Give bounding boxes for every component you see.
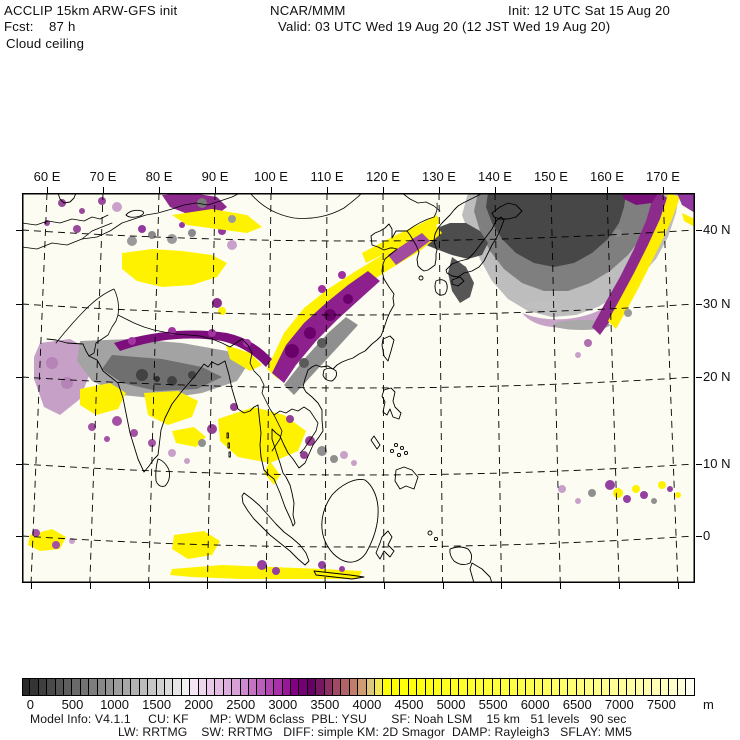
axis-tick [149, 583, 150, 589]
colorbar-tick-label: 500 [61, 697, 84, 712]
axis-tick [696, 536, 702, 537]
field-title: Cloud ceiling [6, 36, 85, 51]
colorbar-tick-label: 4000 [352, 697, 382, 712]
axis-tick [501, 583, 502, 589]
map-panel [22, 193, 695, 583]
lon-label: 70 E [89, 169, 117, 184]
axis-tick [325, 583, 326, 589]
colorbar-tick-label: 7000 [604, 697, 634, 712]
axis-tick [266, 583, 267, 589]
model-info-line2: LW: RRTMG SW: RRTMG DIFF: simple KM: 2D Smagor DAMP: Rayleigh3 SFLAY: MM5 [118, 725, 632, 739]
model-title: ACCLIP 15km ARW-GFS init [4, 3, 178, 18]
axis-tick [619, 583, 620, 589]
lon-label: 140 E [478, 169, 512, 184]
colorbar [22, 678, 695, 696]
colorbar-tick-label: 2000 [184, 697, 214, 712]
colorbar-tick-label: 6500 [562, 697, 592, 712]
lat-label: 40 N [703, 222, 731, 237]
colorbar-tick-label: 7500 [646, 697, 676, 712]
axis-tick [696, 230, 702, 231]
lon-label: 80 E [145, 169, 173, 184]
center-name: NCAR/MMM [270, 3, 346, 18]
lat-label: 20 N [703, 369, 731, 384]
colorbar-unit: m [703, 697, 714, 712]
map-svg [22, 193, 695, 583]
lon-label: 130 E [422, 169, 456, 184]
axis-tick [678, 583, 679, 589]
axis-tick [384, 583, 385, 589]
lon-label: 170 E [646, 169, 680, 184]
lon-label: 110 E [310, 169, 344, 184]
colorbar-tick-label: 5500 [478, 697, 508, 712]
axis-tick [696, 464, 702, 465]
lon-label: 100 E [254, 169, 288, 184]
colorbar-tick-label: 2500 [226, 697, 256, 712]
axis-tick [696, 377, 702, 378]
axis-tick [560, 583, 561, 589]
axis-tick [696, 304, 702, 305]
init-time: Init: 12 UTC Sat 15 Aug 20 [508, 3, 671, 18]
colorbar-tick-label: 4500 [394, 697, 424, 712]
colorbar-tick-label: 1500 [142, 697, 172, 712]
lon-label: 90 E [201, 169, 229, 184]
lat-label: 30 N [703, 296, 731, 311]
lon-label: 120 E [366, 169, 400, 184]
colorbar-cell [685, 678, 694, 696]
forecast-hour: Fcst: 87 h [4, 19, 76, 34]
colorbar-tick-label: 0 [26, 697, 35, 712]
axis-tick [443, 583, 444, 589]
colorbar-tick-labels [22, 697, 722, 712]
colorbar-tick-label: 1000 [100, 697, 129, 712]
lat-label: 0 [703, 528, 711, 543]
valid-time: Valid: 03 UTC Wed 19 Aug 20 (12 JST Wed 19 Aug 20) [278, 19, 611, 34]
lon-label: 150 E [534, 169, 568, 184]
axis-tick [207, 583, 208, 589]
colorbar-tick-label: 6000 [520, 697, 550, 712]
lon-label: 160 E [590, 169, 624, 184]
colorbar-tick-label: 3000 [268, 697, 298, 712]
axis-tick [90, 583, 91, 589]
lat-label: 10 N [703, 456, 731, 471]
model-info-line1: Model Info: V4.1.1 CU: KF MP: WDM 6class PBL: YSU SF: Noah LSM 15 km 51 levels 90 sec [30, 712, 627, 726]
colorbar-tick-label: 3500 [310, 697, 340, 712]
lon-label: 60 E [33, 169, 61, 184]
axis-tick [31, 583, 32, 589]
colorbar-tick-label: 5000 [436, 697, 466, 712]
